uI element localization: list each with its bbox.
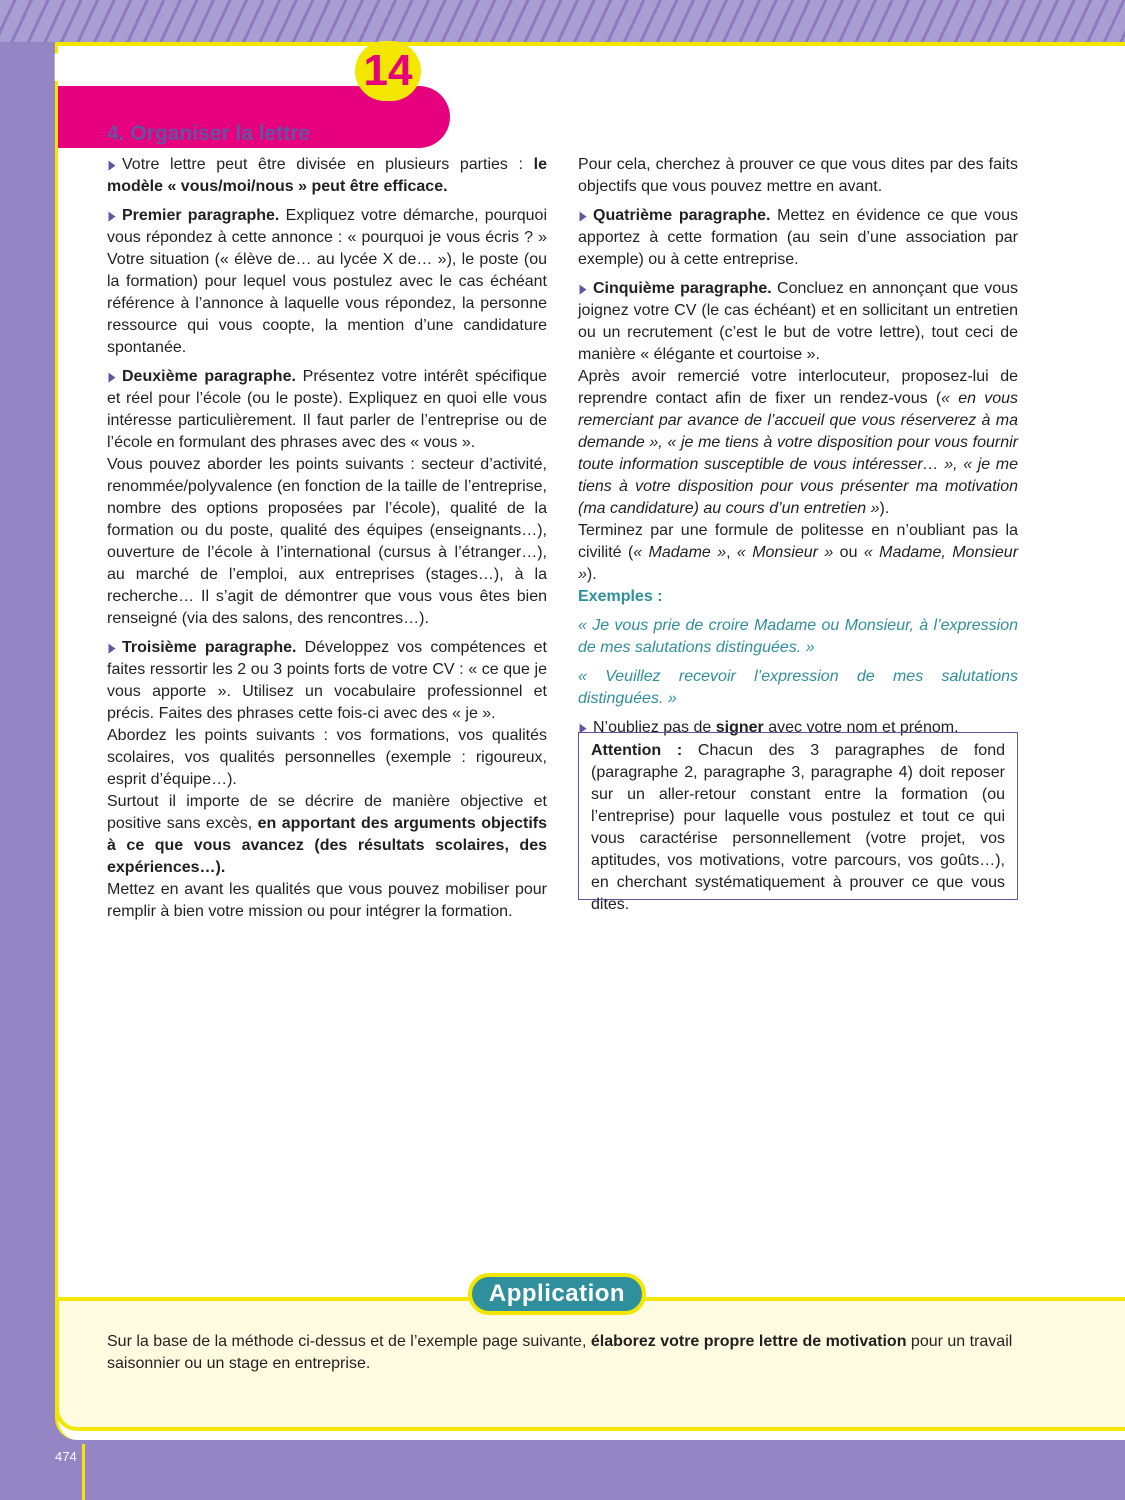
paragraph-3: ▶ Troisième paragraphe. Développez vos compétences et faites ressortir les 2 ou 3 points forts de votre CV : « ce que je vous apporte ». Utilisez un vocabulaire professionnel et précis. Faites des phrases cette fois-ci avec des « je ». [107, 639, 548, 722]
right-column [578, 154, 1018, 746]
application-label: Application [468, 1273, 646, 1315]
paragraph-3-objective: Surtout il importe de se décrire de manière objective et positive sans excès, en apportant des arguments objectifs à ce que vous avancez (des résultats scolaires, des expériences…). [107, 793, 547, 876]
arrow-bullet-icon: ▶ [108, 157, 116, 172]
section-title: 4. Organiser la lettre [107, 122, 311, 145]
paragraph-3-qualities: Mettez en avant les qualités que vous pouvez mobiliser pour remplir à bien votre mission ou pour intégrer la formation. [107, 881, 547, 920]
examples-title: Exemples : [578, 588, 663, 605]
fiche-number-badge: 14 [355, 41, 421, 101]
paragraph-5-politeness: Terminez par une formule de politesse en n’oubliant pas la civilité (« Madame », « Monsieur » ou « Madame, Monsieur »). [578, 522, 1019, 583]
page-title: Fiche méthode [52, 46, 348, 90]
paragraph-3-end: Pour cela, cherchez à prouver ce que vous dites par des faits objectifs que vous pouvez mettre en avant. [578, 156, 1018, 195]
example-2: « Veuillez recevoir l’expression de mes salutations distinguées. » [578, 668, 1018, 707]
arrow-bullet-icon: ▶ [108, 369, 116, 384]
paragraph-2: ▶ Deuxième paragraphe. Présentez votre intérêt spécifique et réel pour l’école (ou le poste). Expliquez en quoi elle vous intéresse particulièrement. Il faut parler de l’entreprise ou de l’école en formulant des phrases avec des « vous ». [107, 368, 548, 451]
paragraph-4: ▶ Quatrième paragraphe. Mettez en évidence ce que vous apportez à cette formation (au sein d’une association par exemple) ou à cette entreprise. [578, 207, 1019, 268]
paragraph-5: ▶ Cinquième paragraphe. Concluez en annonçant que vous joignez votre CV (le cas échéant) et en sollicitant un entretien ou un recrutement (c’est le but de votre lettre), tout ceci de manière « élégante et courtoise ». [578, 280, 1019, 363]
arrow-bullet-icon: ▶ [108, 640, 116, 655]
page-number: 474 [55, 1449, 77, 1464]
page-number-marker [82, 1444, 85, 1500]
paragraph-1: ▶ Premier paragraphe. Expliquez votre démarche, pourquoi vous répondez à cette annonce : « pourquoi je vous écris ? » Votre situation (« élève de… au lycée X de… »), le poste (ou la formation) pour lequel vous postulez avec le cas échéant référence à l’annonce à laquelle vous répondez, la personne ressource qui vous coopte, la mention d’une candidature spontanée. [107, 207, 548, 356]
paragraph-2-points: Vous pouvez aborder les points suivants : secteur d’activité, renommée/polyvalence (en fonction de la taille de l’entreprise, nombre des options proposées par l’école), qualité de la formation ou du poste, qualité des équipes (enseignants…), ouverture de l’école à l’international (cursus à l’étranger…), au marché de l’emploi, aux entreprises (stages…), à la recherche… Il s’agit de démontrer que vous vous êtes bien renseigné (via des salons, des rencontres…). [107, 456, 547, 627]
paragraph-3-points: Abordez les points suivants : vos formations, vos qualités scolaires, vos qualités personnelles (exemple : rigoureux, esprit d’équipe…). [107, 727, 547, 788]
arrow-bullet-icon: ▶ [108, 208, 116, 223]
paragraph-5-contact: Après avoir remercié votre interlocuteur, proposez-lui de reprendre contact afin de fixer un rendez-vous (« en vous remerciant par avance de l’accueil que vous réserverez à ma demande », « je me tiens à votre disposition pour vous fournir toute information susceptible de vous intéresser… », « je me tiens à votre disposition pour vous présenter ma motivation (ma candidature) au cours d’un entretien »). [578, 368, 1018, 517]
header-stripes [0, 0, 1125, 42]
attention-label: Attention : [591, 742, 683, 759]
attention-box [578, 732, 1018, 913]
example-1: « Je vous prie de croire Madame ou Monsieur, à l’expression de mes salutations distinguées. » [578, 617, 1018, 656]
arrow-bullet-icon: ▶ [579, 720, 587, 735]
arrow-bullet-icon: ▶ [579, 281, 587, 296]
intro-paragraph: ▶ Votre lettre peut être divisée en plusieurs parties : le modèle « vous/moi/nous » peut être efficace. [107, 156, 547, 195]
arrow-bullet-icon: ▶ [579, 208, 587, 223]
attention-text: Chacun des 3 paragraphes de fond (paragraphe 2, paragraphe 3, paragraphe 4) doit reposer sur un aller-retour constant entre la formation (ou l’entreprise) pour laquelle vous postulez et tout ce qui vous caractérise personnellement (votre projet, vos aptitudes, vos motivations, votre parcours, vos goûts…), en cherchant systématiquement à prouver ce que vous dites. [591, 742, 1006, 913]
left-column [107, 120, 547, 930]
sign-reminder: ▶ N’oubliez pas de signer avec votre nom et prénom. [578, 717, 1018, 739]
application-text: Sur la base de la méthode ci-dessus et de l’exemple page suivante, élaborez votre propre lettre de motivation pour un travail saisonnier ou un stage en entreprise. [107, 1333, 1013, 1372]
